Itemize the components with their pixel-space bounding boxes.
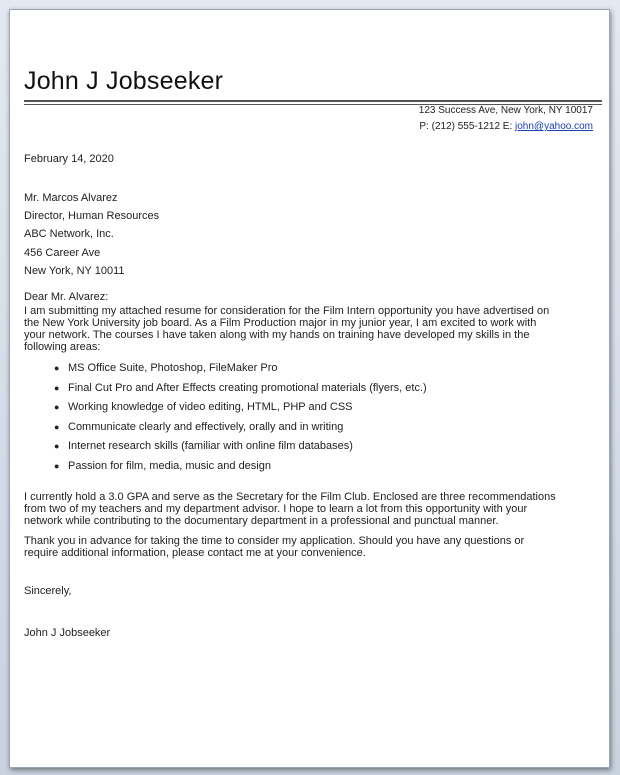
paragraph-line: from two of my teachers and my department advisor. I hope to learn a lot from this opportunity with your <box>24 502 528 515</box>
recipient-line: New York, NY 10011 <box>24 264 125 277</box>
bullet-icon: ● <box>54 441 60 452</box>
salutation: Dear Mr. Alvarez: <box>24 290 109 303</box>
letter-body <box>24 153 604 639</box>
email-link[interactable]: john@yahoo.com <box>515 121 593 132</box>
paragraph-line: your network. The courses I have taken along with my hands on training have developed my skills in the <box>24 328 530 341</box>
header-rule-thick <box>24 100 602 102</box>
paragraph-line: I am submitting my attached resume for consideration for the Film Intern opportunity you have advertised on <box>24 304 550 317</box>
gpa-paragraph <box>24 491 604 527</box>
list-item <box>54 457 604 477</box>
skill-text: Internet research skills (familiar with online film databases) <box>68 440 353 453</box>
recipient-line: ABC Network, Inc. <box>24 228 114 241</box>
bullet-icon: ● <box>54 421 60 432</box>
recipient-line: Mr. Marcos Alvarez <box>24 192 118 204</box>
skills-list <box>24 359 604 477</box>
bullet-icon: ● <box>54 362 60 373</box>
closing: Sincerely, <box>24 584 72 597</box>
bullet-icon: ● <box>54 382 60 393</box>
signature: John J Jobseeker <box>24 626 111 639</box>
thanks-paragraph <box>24 535 604 559</box>
list-item <box>54 398 604 418</box>
letter-date: February 14, 2020 <box>24 153 114 165</box>
list-item <box>54 437 604 457</box>
skill-text: Passion for film, media, music and design <box>68 459 271 472</box>
list-item <box>54 379 604 399</box>
sender-address: 123 Success Ave, New York, NY 10017 <box>418 105 593 116</box>
skill-text: MS Office Suite, Photoshop, FileMaker Pro <box>68 361 278 374</box>
skill-text: Working knowledge of video editing, HTML, PHP and CSS <box>68 401 353 414</box>
paragraph-line: I currently hold a 3.0 GPA and serve as the Secretary for the Film Club. Enclosed are three recommendations <box>24 490 556 503</box>
paragraph-line: Thank you in advance for taking the time to consider my application. Should you have any questions or <box>24 534 525 547</box>
bullet-icon: ● <box>54 402 60 413</box>
document-page <box>9 9 610 768</box>
recipient-line: Director, Human Resources <box>24 210 160 223</box>
bullet-icon: ● <box>54 460 60 471</box>
paragraph-line: the New York University job board. As a Film Production major in my junior year, I am excited to work with <box>24 316 537 329</box>
contact-block <box>419 103 593 135</box>
paragraph-line: require additional information, please contact me at your convenience. <box>24 546 366 559</box>
list-item <box>54 359 604 379</box>
contact-line <box>419 119 593 135</box>
paragraph-line: network while contributing to the documentary department in a professional and punctual manner. <box>24 514 499 527</box>
recipient-block <box>24 189 604 280</box>
recipient-line: 456 Career Ave <box>24 246 101 259</box>
paragraph-line: following areas: <box>24 340 101 353</box>
skill-text: Communicate clearly and effectively, orally and in writing <box>68 420 344 433</box>
phone-line: P: (212) 555-1212 E: <box>419 121 516 132</box>
sender-name: John J Jobseeker <box>24 67 224 95</box>
list-item <box>54 418 604 438</box>
intro-paragraph <box>24 305 604 353</box>
skill-text: Final Cut Pro and After Effects creating promotional materials (flyers, etc.) <box>68 381 427 394</box>
